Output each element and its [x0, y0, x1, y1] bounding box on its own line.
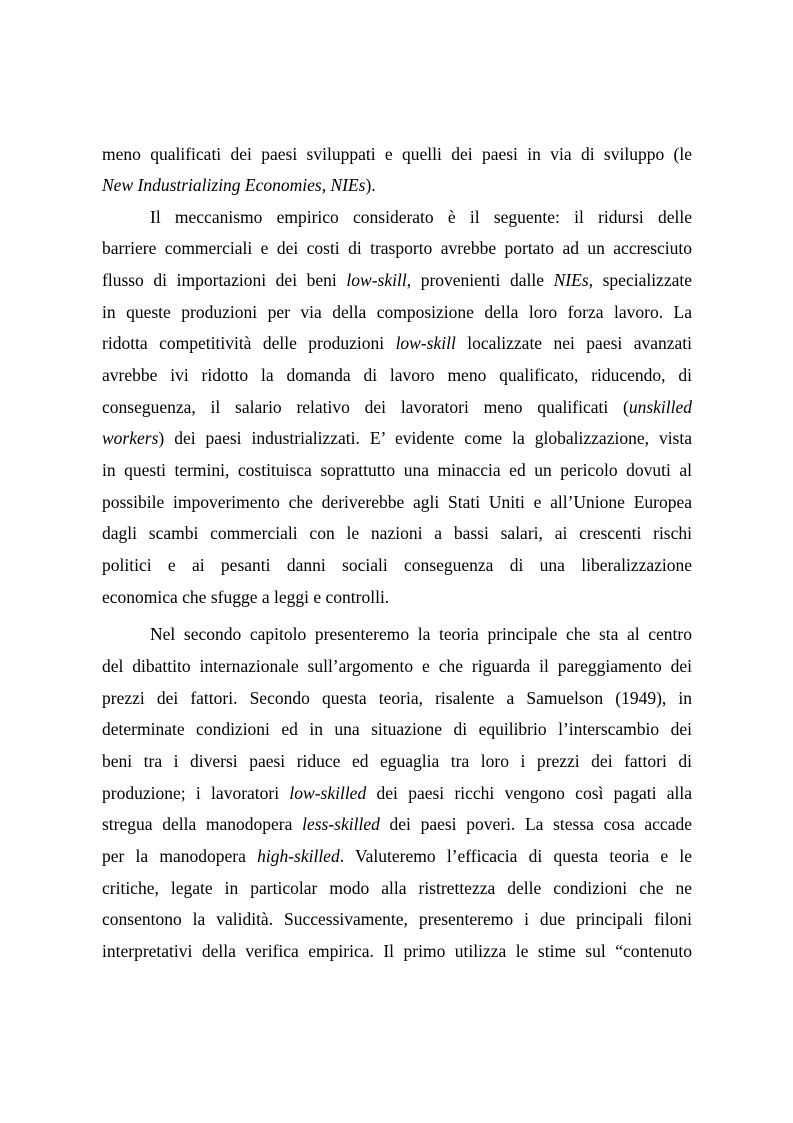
text-line — [102, 395, 692, 419]
text-line — [102, 585, 692, 609]
text-run: dei paesi poveri. La stessa cosa accade — [379, 814, 692, 834]
text-run: produzione; i lavoratori — [102, 783, 290, 803]
text-line — [102, 142, 692, 166]
italic-text: New Industrializing Economies, NIEs — [102, 175, 366, 195]
text-run: politici e ai pesanti danni sociali conseguenza di una liberalizzazione — [102, 555, 692, 575]
text-run: conseguenza, il salario relativo dei lavoratori meno qualificati ( — [102, 397, 629, 417]
text-line — [102, 553, 692, 577]
text-run: in queste produzioni per via della composizione della loro forza lavoro. La — [102, 302, 692, 322]
text-run: meno qualificati dei paesi sviluppati e quelli dei paesi in via di sviluppo (le — [102, 144, 692, 164]
italic-text: low-skill — [395, 333, 456, 353]
text-run: . Valuteremo l’efficacia di questa teoria e le — [339, 846, 692, 866]
text-line — [102, 749, 692, 773]
text-run: ) dei paesi industrializzati. E’ evidente come la globalizzazione, vista — [158, 428, 692, 448]
text-line — [102, 939, 692, 963]
text-line — [102, 236, 692, 260]
text-line — [102, 300, 692, 324]
text-run: interpretativi della verifica empirica. Il primo utilizza le stime sul “contenuto — [102, 941, 692, 961]
text-run: possibile impoverimento che deriverebbe agli Stati Uniti e all’Unione Europea — [102, 492, 692, 512]
text-line — [102, 363, 692, 387]
text-line — [150, 205, 692, 229]
text-line — [102, 458, 692, 482]
text-run: prezzi dei fattori. Secondo questa teoria, risalente a Samuelson (1949), in — [102, 688, 692, 708]
text-line — [102, 654, 692, 678]
text-run: localizzate nei paesi avanzati — [455, 333, 692, 353]
text-run: per la manodopera — [102, 846, 258, 866]
text-run: critiche, legate in particolar modo alla ristrettezza delle condizioni che ne — [102, 878, 692, 898]
text-run: Nel secondo capitolo presenteremo la teoria principale che sta al centro — [150, 624, 692, 644]
text-line — [102, 907, 692, 931]
text-run: in questi termini, costituisca soprattutto una minaccia ed un pericolo dovuti al — [102, 460, 692, 480]
text-line — [102, 490, 692, 514]
text-run: avrebbe ivi ridotto la domanda di lavoro meno qualificato, riducendo, di — [102, 365, 692, 385]
italic-text: NIEs — [553, 270, 589, 290]
text-run: dei paesi ricchi vengono così pagati alla — [366, 783, 692, 803]
text-line — [102, 781, 692, 805]
text-run: consentono la validità. Successivamente, presenteremo i due principali filoni — [102, 909, 692, 929]
text-line — [102, 268, 692, 292]
text-run: stregua della manodopera — [102, 814, 303, 834]
italic-text: low-skilled — [289, 783, 367, 803]
text-line — [150, 622, 692, 646]
italic-text: workers — [102, 428, 159, 448]
text-run: ). — [365, 175, 376, 195]
text-line — [102, 521, 692, 545]
text-run: flusso di importazioni dei beni — [102, 270, 347, 290]
text-run: beni tra i diversi paesi riduce ed eguaglia tra loro i prezzi dei fattori di — [102, 751, 692, 771]
text-line — [102, 686, 692, 710]
text-run: determinate condizioni ed in una situazione di equilibrio l’interscambio dei — [102, 719, 692, 739]
text-run: economica che sfugge a leggi e controlli. — [102, 587, 390, 607]
italic-text: less-skilled — [302, 814, 380, 834]
text-line — [102, 717, 692, 741]
text-line — [102, 844, 692, 868]
text-line — [102, 331, 692, 355]
italic-text: high-skilled — [257, 846, 340, 866]
text-run: Il meccanismo empirico considerato è il seguente: il ridursi delle — [150, 207, 692, 227]
text-line — [102, 426, 692, 450]
text-run: barriere commerciali e dei costi di trasporto avrebbe portato ad un accresciuto — [102, 238, 692, 258]
text-run: del dibattito internazionale sull’argomento e che riguarda il pareggiamento dei — [102, 656, 692, 676]
italic-text: low-skill — [346, 270, 407, 290]
italic-text: unskilled — [628, 397, 692, 417]
text-run: , provenienti dalle — [406, 270, 554, 290]
text-line — [102, 812, 692, 836]
text-run: dagli scambi commerciali con le nazioni a bassi salari, ai crescenti rischi — [102, 523, 692, 543]
text-run: , specializzate — [588, 270, 692, 290]
text-line — [102, 173, 692, 197]
text-run: ridotta competitività delle produzioni — [102, 333, 396, 353]
text-line — [102, 876, 692, 900]
